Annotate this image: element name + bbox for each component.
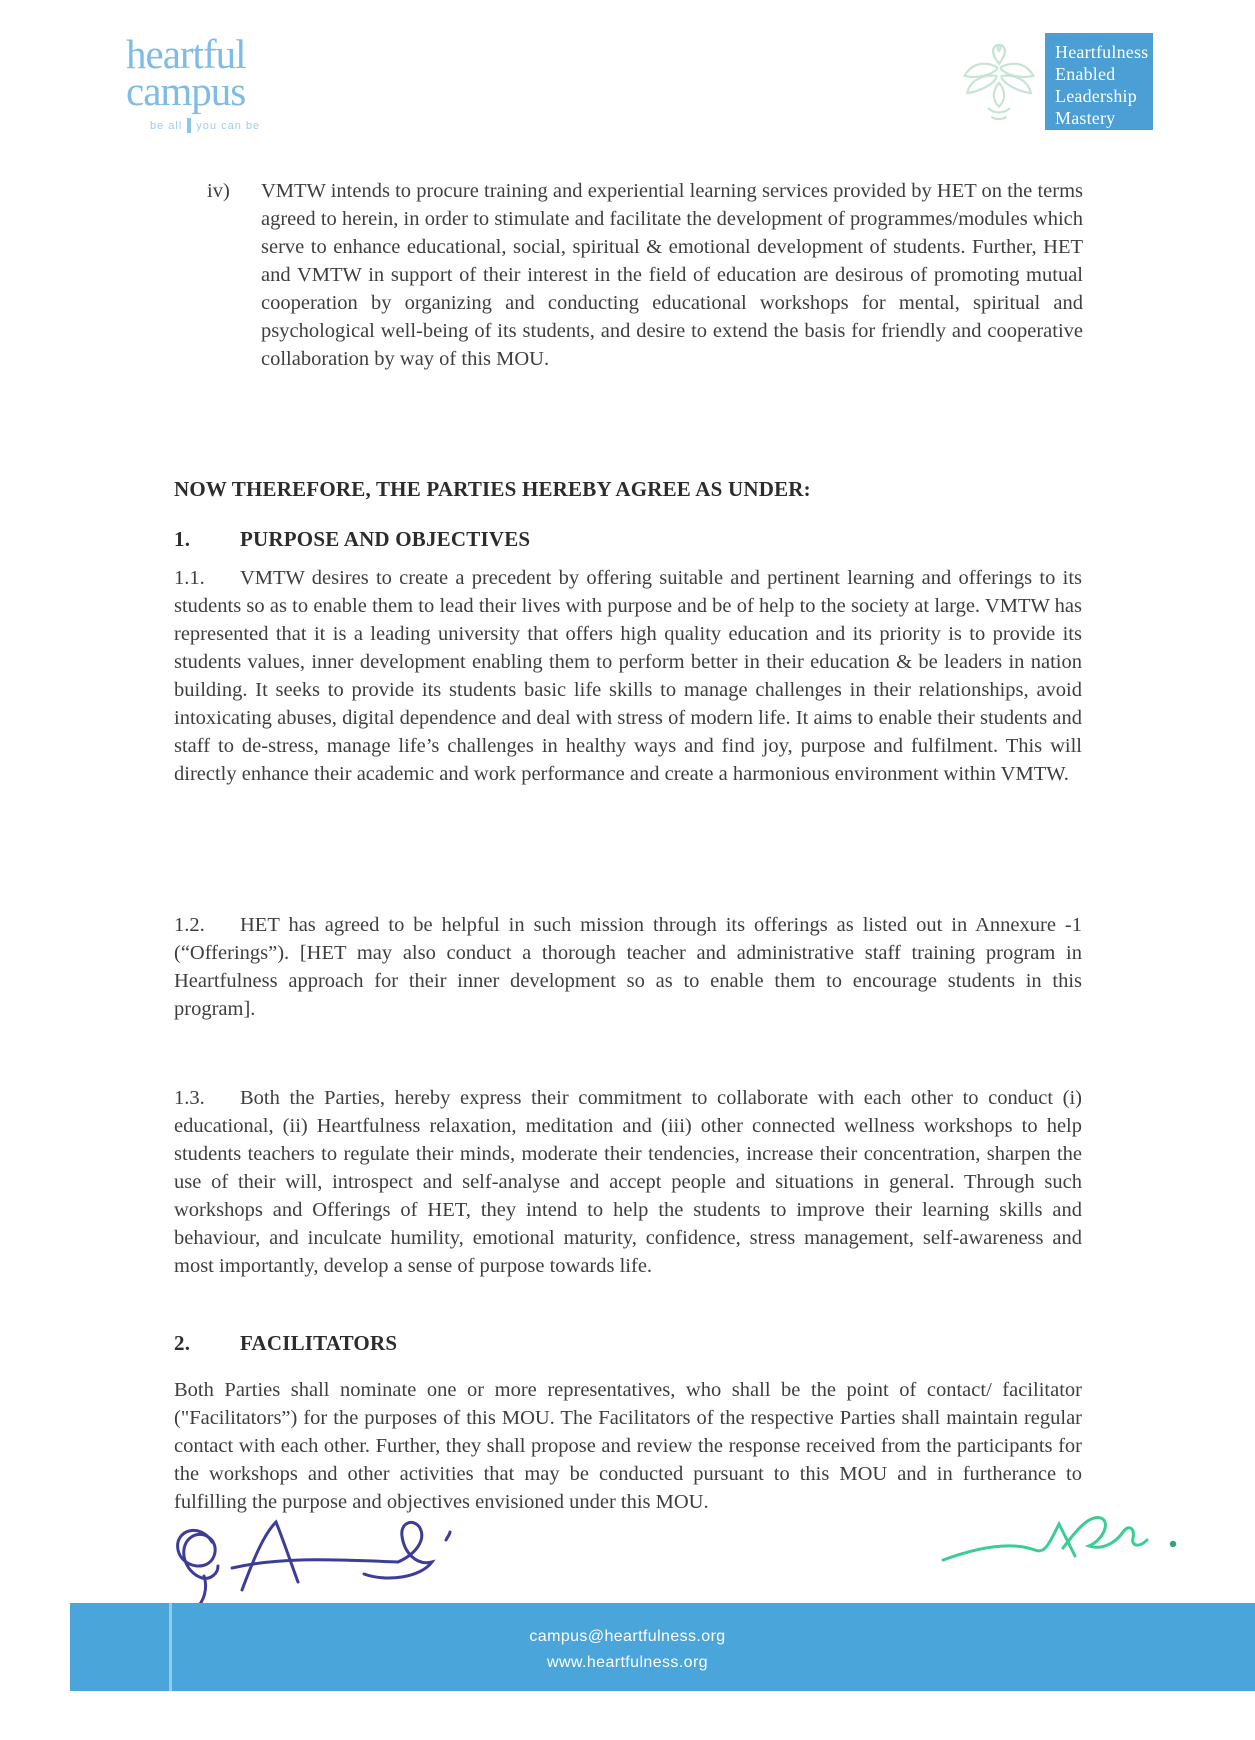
heartful-campus-logo — [126, 31, 246, 114]
clause-1-3 — [174, 1084, 1082, 1280]
agreement-heading: NOW THEREFORE, THE PARTIES HEREBY AGREE AS UNDER: — [174, 477, 811, 501]
footer-website: www.heartfulness.org — [547, 1654, 708, 1671]
section-1-heading — [174, 527, 530, 552]
helm-line-3: Leadership — [1055, 86, 1137, 106]
section-1-title: PURPOSE AND OBJECTIVES — [240, 527, 531, 551]
section-2-title: FACILITATORS — [240, 1331, 398, 1355]
tagline-left: be all — [150, 119, 183, 132]
signature-left — [160, 1516, 480, 1616]
helm-line-2: Enabled — [1055, 64, 1116, 84]
logo-word-heartful: heartful — [126, 31, 246, 77]
section-1-number: 1. — [174, 527, 191, 551]
signature-left-strokes — [178, 1522, 450, 1608]
clause-1-3-text: Both the Parties, hereby express their commitment to collaborate with each other to conduct (i) educational, (ii) Heartfulness relaxation, meditation and (iii) other connected wellness workshops to help students teachers to regulate their minds, moderate their tendencies, increase their concentration, sharpen the use of their will, introspect and self-analyse and accept people and situations in general. Through such workshops and Offerings of HET, they intend to help the students to improve their learning skills and behaviour, and inculcate humility, emotional maturity, confidence, stress management, self-awareness and most importantly, develop a sense of purpose towards life. — [174, 1087, 1082, 1277]
clause-1-1 — [174, 564, 1082, 788]
clause-1-2 — [174, 911, 1082, 1023]
clause-1-1-number: 1.1. — [174, 567, 205, 589]
clause-1-2-text: HET has agreed to be helpful in such mission through its offerings as listed out in Annexure -1 (“Offerings”). [HET may also conduct a thorough teacher and administrative staff training program in Heartfulness approach for their inner development so as to enable them to encourage students in this program]. — [174, 914, 1082, 1020]
helm-logo-box — [1045, 33, 1153, 130]
lotus-icon — [956, 38, 1042, 124]
clause-iv-label: iv) — [207, 180, 230, 202]
logo-tagline — [150, 118, 260, 133]
section-2-heading — [174, 1331, 397, 1356]
clause-iv — [207, 177, 1083, 373]
signature-right-strokes — [943, 1517, 1147, 1560]
signature-right-dot — [1170, 1541, 1176, 1547]
helm-line-4: Mastery — [1055, 108, 1116, 128]
tagline-right: you can be — [196, 119, 261, 132]
footer-email: campus@heartfulness.org — [529, 1628, 726, 1645]
clause-1-3-number: 1.3. — [174, 1087, 205, 1109]
clause-1-1-text: VMTW desires to create a precedent by offering suitable and pertinent learning and offerings to its students so as to enable them to lead their lives with purpose and be of help to the society at large. VMTW has represented that it is a leading university that offers high quality education and its priority is to provide its students values, inner development enabling them to perform better in their education & be leaders in nation building. It seeks to provide its students basic life skills to manage challenges in their relationships, avoid intoxicating abuses, digital dependence and deal with stress of modern life. It aims to enable their students and staff to de-stress, manage life’s challenges in healthy ways and find joy, purpose and fulfilment. This will directly enhance their academic and work performance and create a harmonious environment within VMTW. — [174, 567, 1082, 785]
helm-line-1: Heartfulness — [1055, 42, 1149, 62]
tagline-divider-bar — [187, 118, 191, 133]
clause-iv-text: VMTW intends to procure training and experiential learning services provided by HET on the terms agreed to herein, in order to stimulate and facilitate the development of programmes/modules which serve to enhance educational, social, spiritual & emotional development of students. Further, HET and VMTW in support of their interest in the field of education are desirous of promoting mutual cooperation by organizing and conducting educational workshops for mental, spiritual and psychological well-being of its students, and desire to extend the basis for friendly and cooperative collaboration by way of this MOU. — [261, 180, 1083, 370]
logo-word-campus: campus — [126, 68, 246, 114]
footer-contact — [0, 1624, 1255, 1676]
clause-1-2-number: 1.2. — [174, 914, 205, 936]
clause-2-text: Both Parties shall nominate one or more representatives, who shall be the point of contact/ facilitator ("Facilitators”) for the purposes of this MOU. The Facilitators of the respective Parties shall maintain regular contact with each other. Further, they shall propose and review the response received from the participants for the workshops and other activities that may be conducted pursuant to this MOU and in furtherance to fulfilling the purpose and objectives envisioned under this MOU. — [174, 1379, 1082, 1513]
section-2-number: 2. — [174, 1331, 191, 1355]
signature-right — [935, 1502, 1195, 1584]
